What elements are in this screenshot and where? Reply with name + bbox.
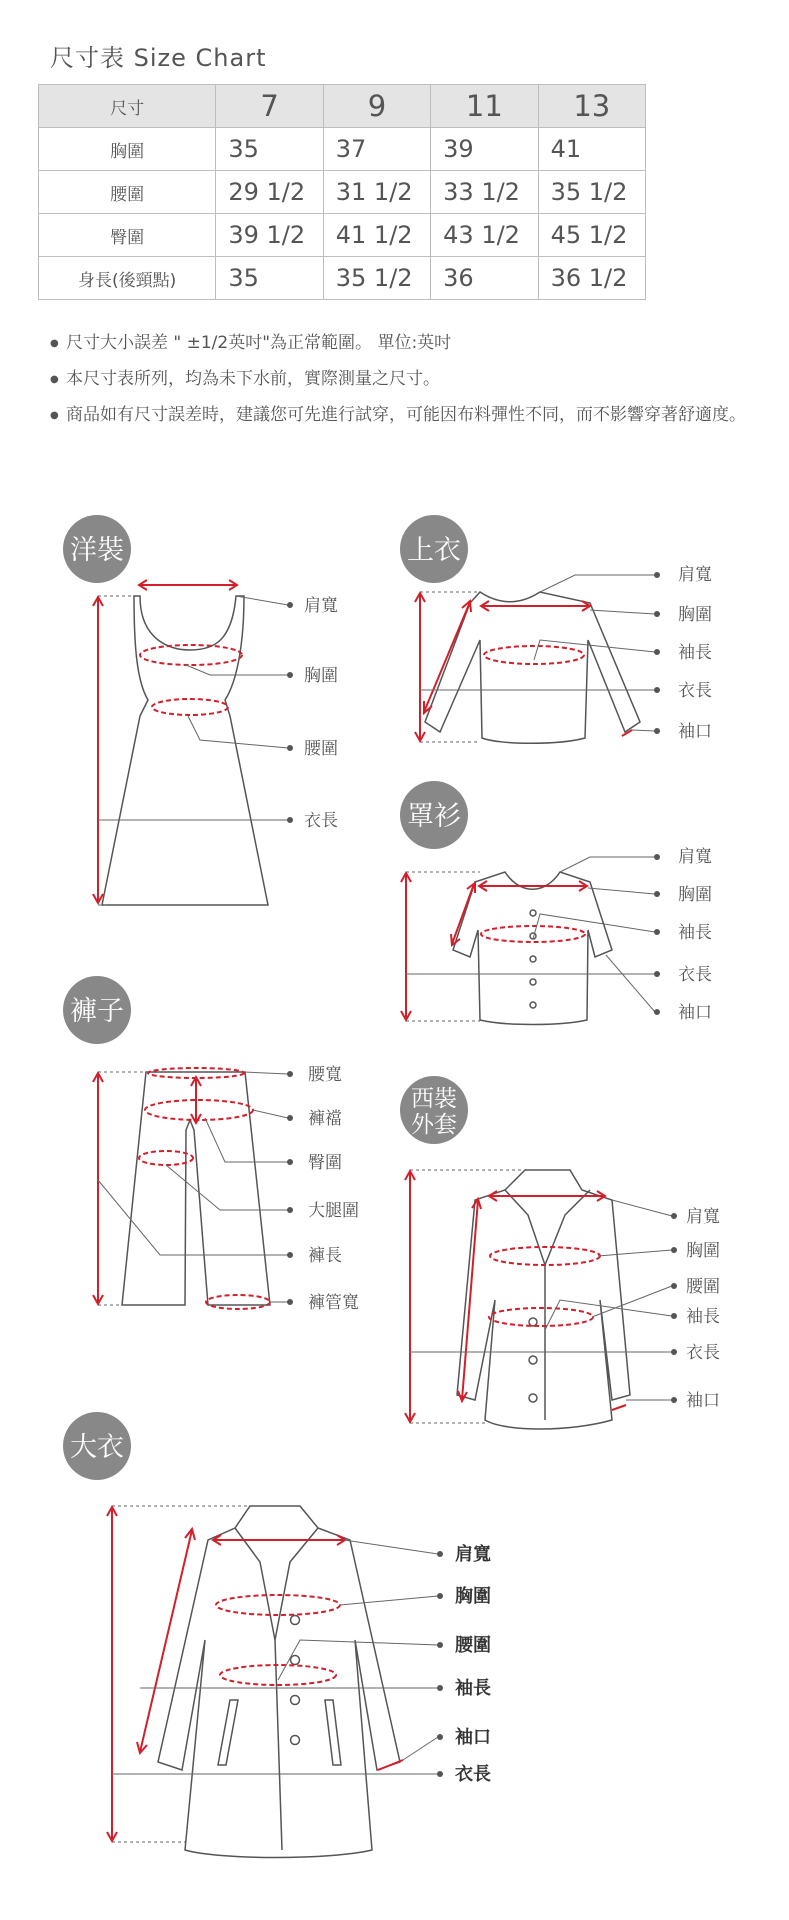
- dress-label: 肩寬: [304, 596, 338, 616]
- note-item: ● 商品如有尺寸誤差時，建議您可先進行試穿，可能因布料彈性不同，而不影響穿著舒適度。: [50, 404, 750, 427]
- dress-label: 衣長: [304, 811, 338, 831]
- row-label: 臀圍: [39, 214, 216, 257]
- blouse-badge-label: 罩衫: [407, 801, 461, 832]
- coat-label: 袖長: [455, 1678, 491, 1699]
- table-cell: 35 1/2: [538, 171, 645, 214]
- row-label: 身長(後頸點): [39, 257, 216, 300]
- suit-label: 腰圍: [686, 1277, 720, 1297]
- table-header-cell: 13: [538, 85, 645, 128]
- pants-label: 褲襠: [308, 1109, 342, 1129]
- coat-label: 肩寬: [455, 1544, 491, 1565]
- page-title: 尺寸表 Size Chart: [50, 44, 267, 72]
- top-outline-icon: [425, 592, 640, 743]
- suit-badge-label: 外套: [411, 1112, 457, 1138]
- suit-label: 胸圍: [686, 1241, 720, 1261]
- row-label: 腰圍: [39, 171, 216, 214]
- table-header-cell: 9: [323, 85, 430, 128]
- suit-label: 袖口: [686, 1391, 720, 1411]
- pants-label: 臀圍: [308, 1153, 342, 1173]
- suit-badge-label: 西裝: [411, 1086, 457, 1112]
- dress-badge-label: 洋裝: [70, 535, 124, 566]
- coat-outline-icon: [158, 1506, 400, 1858]
- table-cell: 41 1/2: [323, 214, 430, 257]
- suit-outline-icon: [457, 1170, 630, 1429]
- suit-diagram: [400, 1076, 720, 1429]
- dress-outline-icon: [102, 596, 268, 905]
- table-header-cell: 11: [431, 85, 538, 128]
- blouse-label: 胸圍: [678, 885, 712, 905]
- table-cell: 39 1/2: [216, 214, 323, 257]
- table-cell: 31 1/2: [323, 171, 430, 214]
- table-cell: 36: [431, 257, 538, 300]
- dress-waist-measure: [152, 699, 228, 715]
- blouse-label: 袖長: [678, 923, 712, 943]
- table-cell: 36 1/2: [538, 257, 645, 300]
- suit-label: 肩寬: [686, 1207, 720, 1227]
- top-label: 肩寬: [678, 565, 712, 585]
- table-header-cell: 7: [216, 85, 323, 128]
- table-cell: 45 1/2: [538, 214, 645, 257]
- blouse-label: 肩寬: [678, 847, 712, 867]
- coat-label: 衣長: [455, 1764, 491, 1785]
- top-label: 胸圍: [678, 605, 712, 625]
- top-label: 袖口: [678, 722, 712, 742]
- table-cell: 43 1/2: [431, 214, 538, 257]
- suit-label: 袖長: [686, 1307, 720, 1327]
- table-cell: 33 1/2: [431, 171, 538, 214]
- pants-badge-label: 褲子: [70, 996, 124, 1027]
- top-badge-label: 上衣: [407, 535, 461, 566]
- note-item: ● 尺寸大小誤差 " ±1/2英吋"為正常範圍。 單位:英吋: [50, 332, 750, 355]
- coat-label: 腰圍: [455, 1635, 491, 1656]
- coat-badge-label: 大衣: [70, 1432, 124, 1463]
- top-label: 袖長: [678, 643, 712, 663]
- table-cell: 39: [431, 128, 538, 171]
- blouse-label: 袖口: [678, 1003, 712, 1023]
- suit-label: 衣長: [686, 1343, 720, 1363]
- dress-label: 胸圍: [304, 666, 338, 686]
- pants-diagram: [63, 976, 359, 1313]
- blouse-label: 衣長: [678, 965, 712, 985]
- table-cell: 29 1/2: [216, 171, 323, 214]
- dress-label: 腰圍: [304, 739, 338, 759]
- table-cell: 35 1/2: [323, 257, 430, 300]
- pants-label: 褲長: [308, 1246, 342, 1266]
- pants-label: 大腿圍: [308, 1201, 359, 1221]
- table-cell: 37: [323, 128, 430, 171]
- pants-label: 腰寬: [308, 1065, 342, 1085]
- row-label: 胸圍: [39, 128, 216, 171]
- top-diagram: [400, 515, 712, 743]
- coat-label: 胸圍: [455, 1586, 491, 1607]
- table-header-cell: 尺寸: [39, 85, 216, 128]
- top-label: 衣長: [678, 681, 712, 701]
- dress-diagram: [63, 515, 338, 905]
- coat-label: 袖口: [455, 1727, 491, 1748]
- table-cell: 35: [216, 128, 323, 171]
- coat-diagram: [63, 1412, 491, 1858]
- table-cell: 41: [538, 128, 645, 171]
- blouse-diagram: [400, 781, 712, 1025]
- dress-chest-measure: [140, 645, 242, 665]
- table-cell: 35: [216, 257, 323, 300]
- pants-label: 褲管寬: [308, 1293, 359, 1313]
- note-item: ● 本尺寸表所列，均為未下水前，實際測量之尺寸。: [50, 368, 750, 391]
